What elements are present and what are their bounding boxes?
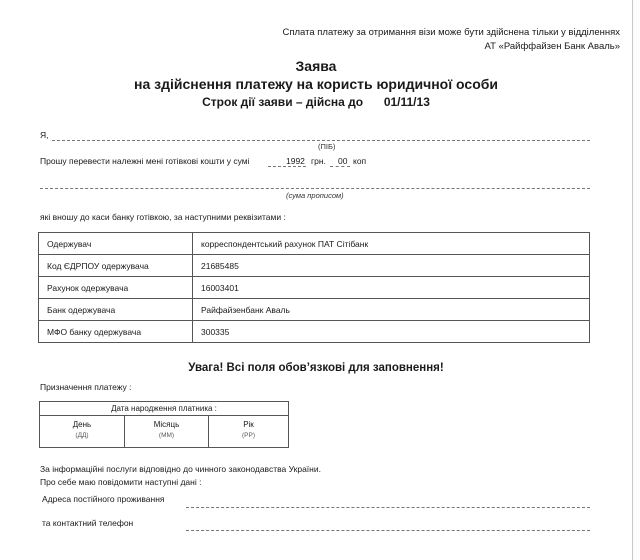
amount-words-field[interactable] xyxy=(40,188,590,189)
requisite-value: 21685485 xyxy=(193,255,590,277)
table-row xyxy=(39,255,590,277)
birth-day-cell[interactable] xyxy=(40,416,125,448)
purpose-label: Призначення платежу : xyxy=(40,382,132,392)
table-row xyxy=(39,321,590,343)
amount-kop-field[interactable] xyxy=(330,166,350,167)
bank-notice xyxy=(200,26,620,54)
birth-year-cell[interactable] xyxy=(209,416,289,448)
requisite-label: Рахунок одержувача xyxy=(39,277,193,299)
requisite-label: МФО банку одержувача xyxy=(39,321,193,343)
birth-year-label: Рік xyxy=(243,420,254,429)
warning-text: Увага! Всі поля обов’язкові для заповнення! xyxy=(188,362,444,374)
table-row xyxy=(39,233,590,255)
phone-label: та контактний телефон xyxy=(42,518,134,528)
birth-year-hint: (РР) xyxy=(242,432,255,439)
address-label: Адреса постійного проживання xyxy=(42,494,165,504)
bank-notice-line1: Сплата платежу за отримання візи може бути здійснена тільки у відділеннях xyxy=(282,27,620,38)
amount-uah: 1992 xyxy=(286,156,305,166)
deposit-text: які вношу до каси банку готівкою, за наступними реквізитами : xyxy=(40,212,286,222)
requisite-value: 300335 xyxy=(193,321,590,343)
table-row xyxy=(39,277,590,299)
birth-day-hint: (ДД) xyxy=(75,432,89,439)
validity-label: Строк дії заяви – дійсна до xyxy=(202,95,364,109)
uah-label: грн. xyxy=(311,156,326,166)
requisite-label: Код ЄДРПОУ одержувача xyxy=(39,255,193,277)
validity-date: 01/11/13 xyxy=(383,95,430,109)
phone-field[interactable] xyxy=(186,530,590,531)
birth-date-header: Дата народження платника : xyxy=(40,402,289,416)
validity-line xyxy=(0,95,632,109)
requisite-value: 16003401 xyxy=(193,277,590,299)
document-subtitle: на здійснення платежу на користь юридичної особи xyxy=(134,76,498,92)
requisites-table xyxy=(38,232,590,343)
birth-date-table xyxy=(39,401,289,448)
requisite-label: Одержувач xyxy=(39,233,193,255)
pib-field[interactable] xyxy=(52,140,590,141)
i-label: Я, xyxy=(40,130,49,140)
amount-kop: 00 xyxy=(338,156,348,166)
document-title: Заява xyxy=(295,58,337,74)
requisite-label: Банк одержувача xyxy=(39,299,193,321)
birth-month-label: Місяць xyxy=(153,420,180,429)
birth-month-cell[interactable] xyxy=(125,416,209,448)
amount-words-hint: (сума прописом) xyxy=(286,191,344,200)
amount-uah-field[interactable] xyxy=(268,166,306,167)
info-services-text: За інформаційні послуги відповідно до чинного законодавства України. xyxy=(40,464,321,474)
requisite-value: Райфайзенбанк Аваль xyxy=(193,299,590,321)
about-self-text: Про себе маю повідомити наступні дані : xyxy=(40,477,202,487)
requisite-value: корреспондентський рахунок ПАТ Сітібанк xyxy=(193,233,590,255)
table-row xyxy=(39,299,590,321)
bank-notice-line2: АТ «Райффайзен Банк Аваль» xyxy=(484,41,620,52)
address-field[interactable] xyxy=(186,507,590,508)
transfer-text: Прошу перевести належні мені готівкові кошти у сумі xyxy=(40,156,250,166)
pib-hint: (ПІБ) xyxy=(318,142,336,151)
kop-label: коп xyxy=(353,156,367,166)
birth-day-label: День xyxy=(72,420,92,429)
birth-month-hint: (ММ) xyxy=(158,432,175,439)
